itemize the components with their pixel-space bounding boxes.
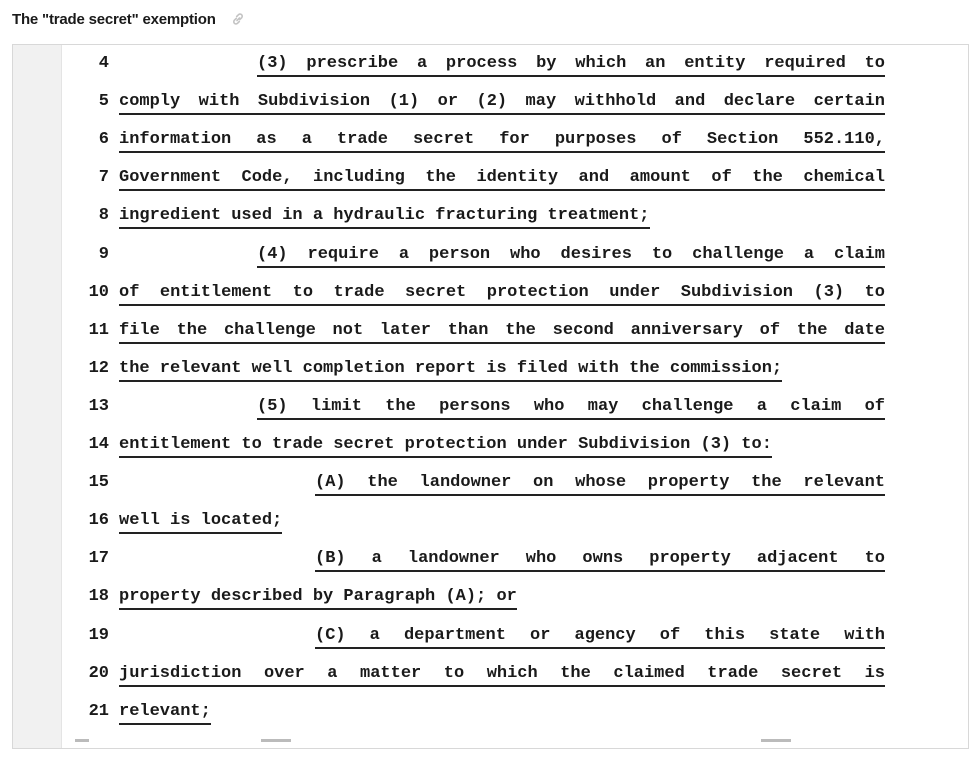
- line-number: 13: [88, 396, 109, 416]
- line-text: the relevant well completion report is filed with the commission;: [119, 359, 782, 382]
- line-number: 6: [98, 130, 109, 150]
- line-text: (A) the landowner on whose property the relevant: [315, 473, 885, 496]
- doc-line: [13, 583, 968, 621]
- line-text: Government Code, including the identity and amount of the chemical: [119, 168, 885, 191]
- line-number: 12: [88, 358, 109, 378]
- doc-line: [13, 317, 968, 355]
- line-number: 18: [88, 587, 109, 607]
- line-number: 14: [88, 435, 109, 454]
- doc-line: [13, 545, 968, 583]
- doc-line: [13, 126, 968, 164]
- doc-line: [13, 393, 968, 431]
- line-text: information as a trade secret for purposes of Section 552.110,: [119, 130, 885, 153]
- line-number: 21: [88, 701, 109, 721]
- doc-line: [13, 355, 968, 393]
- line-text: entitlement to trade secret protection under Subdivision (3) to:: [119, 435, 772, 458]
- link-icon[interactable]: [230, 11, 246, 27]
- line-number: 20: [88, 663, 109, 683]
- section-title: The "trade secret" exemption: [12, 10, 216, 28]
- line-text: (5) limit the persons who may challenge a claim of: [257, 397, 885, 420]
- line-number: 8: [98, 206, 109, 226]
- line-text: well is located;: [119, 511, 282, 534]
- line-text: comply with Subdivision (1) or (2) may withhold and declare certain: [119, 92, 885, 115]
- line-number: 17: [88, 549, 109, 569]
- cut-off-line: [71, 739, 871, 749]
- doc-line: [13, 431, 968, 469]
- doc-line: [13, 50, 968, 88]
- line-text: (C) a department or agency of this state with: [315, 626, 885, 649]
- doc-line: [13, 279, 968, 317]
- line-text: (B) a landowner who owns property adjacent to: [315, 549, 885, 572]
- line-number: 9: [98, 244, 109, 264]
- doc-line: [13, 622, 968, 660]
- line-number: 5: [98, 92, 109, 112]
- line-text: of entitlement to trade secret protection under Subdivision (3) to: [119, 283, 885, 306]
- line-text: property described by Paragraph (A); or: [119, 587, 517, 610]
- doc-line: [13, 507, 968, 545]
- line-number: 16: [88, 511, 109, 531]
- line-number: 7: [98, 168, 109, 188]
- line-number: 4: [98, 54, 109, 73]
- line-number: 10: [88, 282, 109, 302]
- doc-line: [13, 698, 968, 736]
- line-text: file the challenge not later than the second anniversary of the date: [119, 321, 885, 344]
- line-text: (4) require a person who desires to challenge a claim: [257, 245, 885, 268]
- doc-line: [13, 88, 968, 126]
- line-text: ingredient used in a hydraulic fracturing treatment;: [119, 206, 650, 229]
- document-image: [12, 44, 969, 749]
- doc-line: [13, 469, 968, 507]
- line-text: (3) prescribe a process by which an entity required to: [257, 54, 885, 77]
- section-header: [12, 8, 246, 30]
- line-number: 11: [88, 320, 109, 340]
- line-text: jurisdiction over a matter to which the claimed trade secret is: [119, 664, 885, 687]
- doc-line: [13, 164, 968, 202]
- doc-line: [13, 202, 968, 240]
- doc-line: [13, 660, 968, 698]
- line-number: 15: [88, 473, 109, 493]
- doc-line: [13, 241, 968, 279]
- line-number: 19: [88, 625, 109, 645]
- line-text: relevant;: [119, 702, 211, 725]
